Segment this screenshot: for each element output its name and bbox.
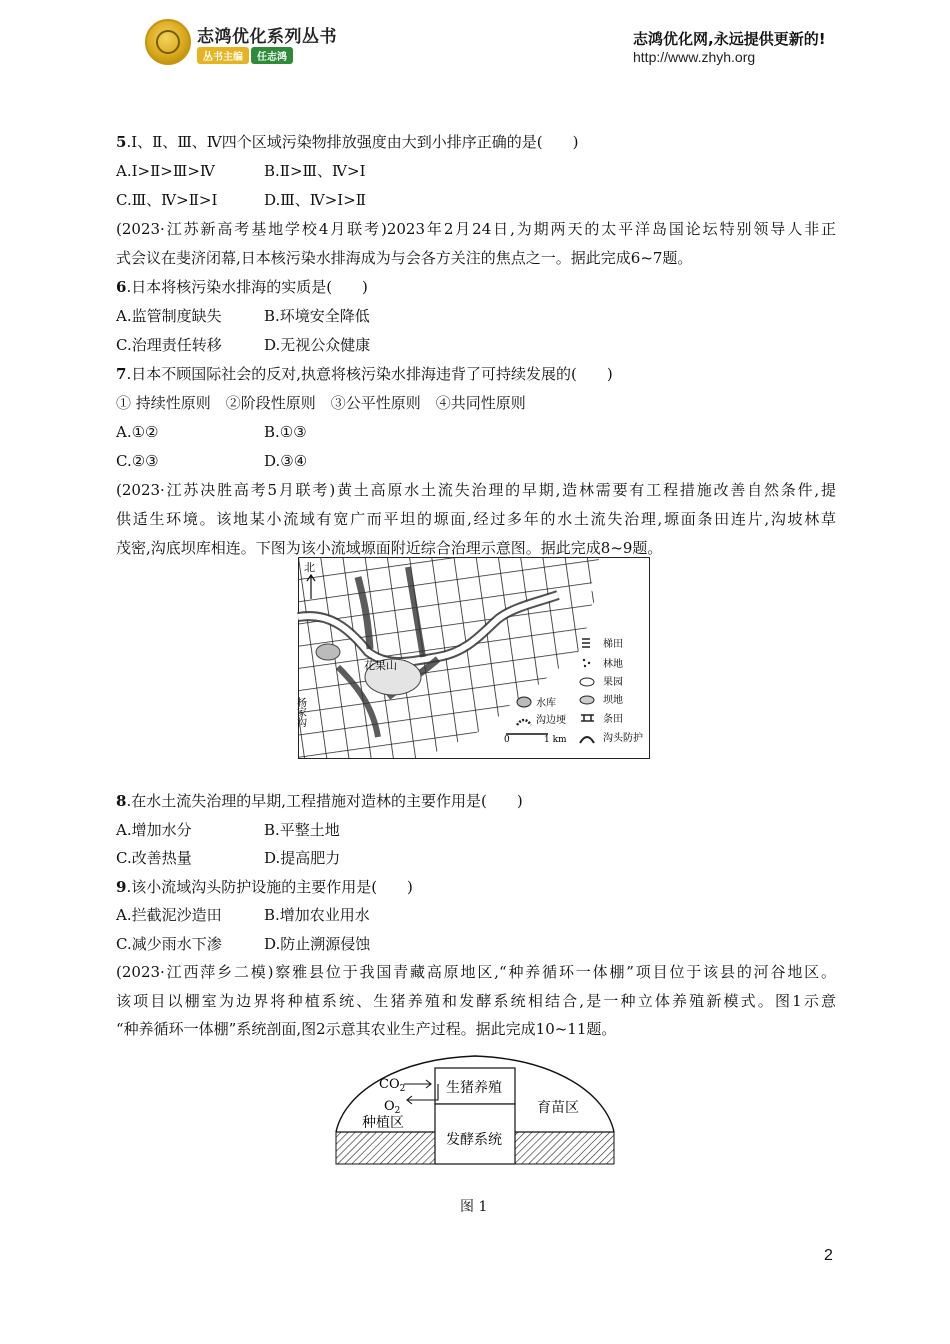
q9-option-b: B.增加农业用水	[264, 906, 370, 924]
q7-items: ① 持续性原则 ②阶段性原则 ③公平性原则 ④共同性原则	[116, 394, 526, 412]
q6-options-row-2	[116, 331, 836, 360]
q7-option-c: C.②③	[116, 452, 159, 470]
ferment-label: 发酵系统	[446, 1132, 502, 1148]
q9-options-row-2	[116, 930, 836, 959]
place-huaguoshan: 花果山	[364, 659, 397, 672]
scale-zero: 0	[504, 735, 510, 745]
q5-number: 5	[116, 133, 127, 151]
passage-2-line-1: (2023·江苏决胜高考5月联考)黄土高原水土流失治理的早期,造林需要有工程措施改善自然条件,提	[116, 481, 836, 499]
series-logo-icon	[145, 19, 191, 65]
q8-options-row-2	[116, 844, 836, 873]
q5-options-row-1	[116, 157, 836, 186]
q5-option-c: C.Ⅲ、Ⅳ>Ⅱ>Ⅰ	[116, 191, 218, 209]
q9-option-d: D.防止溯源侵蚀	[264, 934, 371, 953]
reservoir-area	[316, 644, 340, 660]
legend-strip: 条田	[603, 714, 623, 725]
q9-number: 9	[116, 877, 127, 896]
q7-stem	[116, 360, 836, 389]
legend-dam: 坝地	[603, 695, 623, 706]
q5-options-row-2	[116, 186, 836, 215]
editor-label: 丛书主编	[197, 47, 249, 64]
passage-3-line-2: 该项目以棚室为边界将种植系统、生猪养殖和发酵系统相结合,是一种立体养殖新模式。图1示意	[116, 991, 836, 1010]
q5-option-a: A.Ⅰ>Ⅱ>Ⅲ>Ⅳ	[116, 162, 215, 180]
q6-number: 6	[116, 278, 127, 296]
editor-row	[197, 47, 295, 64]
passage-2-line-3: 茂密,沟底坝库相连。下图为该小流域塬面附近综合治理示意图。据此完成8~9题。	[116, 539, 663, 557]
q5-stem-text: .Ⅰ、Ⅱ、Ⅲ、Ⅳ四个区域污染物排放强度由大到小排序正确的是( )	[126, 133, 579, 151]
legend-forest: 林地	[603, 659, 623, 670]
q6-stem-text: .日本将核污染水排海的实质是( )	[126, 278, 368, 296]
passage-1-line-1: (2023·江苏新高考基地学校4月联考)2023年2月24日,为期两天的太平洋岛国论坛特别领导人非正	[116, 220, 836, 238]
co2-arrow-icon	[404, 1080, 431, 1088]
o2-arrow-icon	[407, 1084, 438, 1104]
co2-label: $CO_2$	[379, 1077, 406, 1094]
q9-stem	[116, 873, 836, 902]
page-header	[0, 0, 950, 90]
q5-option-b: B.Ⅱ>Ⅲ、Ⅳ>Ⅰ	[264, 162, 366, 180]
question-block-1	[116, 128, 836, 563]
north-label: 北	[304, 561, 315, 574]
q6-option-c: C.治理责任转移	[116, 336, 222, 354]
passage-3-line-3: “种养循环一体棚”系统剖面,图2示意其农业生产过程。据此完成10~11题。	[116, 1020, 617, 1038]
soil-left	[336, 1132, 435, 1164]
q8-options-row-1	[116, 816, 836, 845]
q9-stem-text: .该小流域沟头防护设施的主要作用是( )	[126, 877, 413, 896]
q7-options-row-1	[116, 418, 836, 447]
legend-reservoir: 水库	[536, 698, 556, 709]
question-block-2	[116, 787, 836, 1044]
figure-1-caption: 图 1	[460, 1199, 488, 1215]
series-title: 志鸿优化系列丛书	[197, 27, 337, 47]
legend-dam-icon	[580, 696, 594, 704]
header-slogan: 志鸿优化网,永远提供更新的!	[633, 30, 826, 48]
watershed-map-figure	[294, 557, 650, 759]
q8-option-c: C.改善热量	[116, 849, 192, 867]
nursery-label: 育苗区	[537, 1100, 579, 1116]
q5-stem	[116, 128, 836, 157]
q7-option-d: D.③④	[264, 452, 308, 470]
header-url[interactable]: http://www.zhyh.org	[633, 49, 756, 65]
legend-terrace: 梯田	[603, 639, 623, 650]
q6-option-b: B.环境安全降低	[264, 307, 370, 325]
legend-forest-icon	[583, 659, 585, 661]
legend-ridge: 沟边埂	[536, 715, 566, 726]
q7-option-b: B.①③	[264, 423, 307, 441]
q9-options-row-1	[116, 901, 836, 930]
q7-number: 7	[116, 365, 127, 383]
q8-stem	[116, 787, 836, 816]
legend-head: 沟头防护	[603, 733, 643, 744]
q8-option-b: B.平整土地	[264, 820, 340, 839]
legend-orchard: 果园	[603, 677, 623, 688]
soil-right	[515, 1132, 614, 1164]
passage-3-line-1: (2023·江西萍乡二模)察雅县位于我国青藏高原地区,“种养循环一体棚”项目位于该县的河谷地区。	[116, 963, 836, 981]
planting-label: 种植区	[362, 1115, 404, 1131]
q8-number: 8	[116, 792, 127, 810]
q6-option-d: D.无视公众健康	[264, 336, 371, 354]
passage-2-line-2: 供适生环境。该地某小流域有宽广而平坦的塬面,经过多年的水土流失治理,塬面条田连片,沟坡林草	[116, 510, 836, 528]
q8-option-a: A.增加水分	[116, 820, 192, 839]
q6-stem	[116, 273, 836, 302]
q8-option-d: D.提高肥力	[264, 849, 341, 867]
editor-name: 任志鸿	[251, 47, 293, 64]
legend-reservoir-icon	[517, 697, 531, 707]
q5-option-d: D.Ⅲ、Ⅳ>Ⅰ>Ⅱ	[264, 191, 366, 209]
q8-stem-text: .在水土流失治理的早期,工程措施对造林的主要作用是( )	[126, 792, 523, 810]
place-yangjiagou: 杨家沟	[294, 697, 306, 727]
q6-option-a: A.监管制度缺失	[116, 307, 222, 325]
q6-options-row-1	[116, 302, 836, 331]
q7-stem-text: .日本不顾国际社会的反对,执意将核污染水排海违背了可持续发展的( )	[126, 365, 613, 383]
page-number: 2	[824, 1247, 833, 1264]
o2-label: $O_2$	[384, 1099, 401, 1116]
q9-option-a: A.拦截泥沙造田	[116, 906, 222, 924]
q7-option-a: A.①②	[116, 423, 159, 441]
q9-option-c: C.减少雨水下渗	[116, 934, 222, 953]
pig-label: 生猪养殖	[446, 1080, 502, 1096]
greenhouse-section-figure	[334, 1054, 616, 1166]
q7-options-row-2	[116, 447, 836, 476]
passage-1-line-2: 式会议在斐济闭幕,日本核污染水排海成为与会各方关注的焦点之一。据此完成6~7题。	[116, 249, 693, 267]
scale-km: 1 km	[544, 735, 567, 745]
